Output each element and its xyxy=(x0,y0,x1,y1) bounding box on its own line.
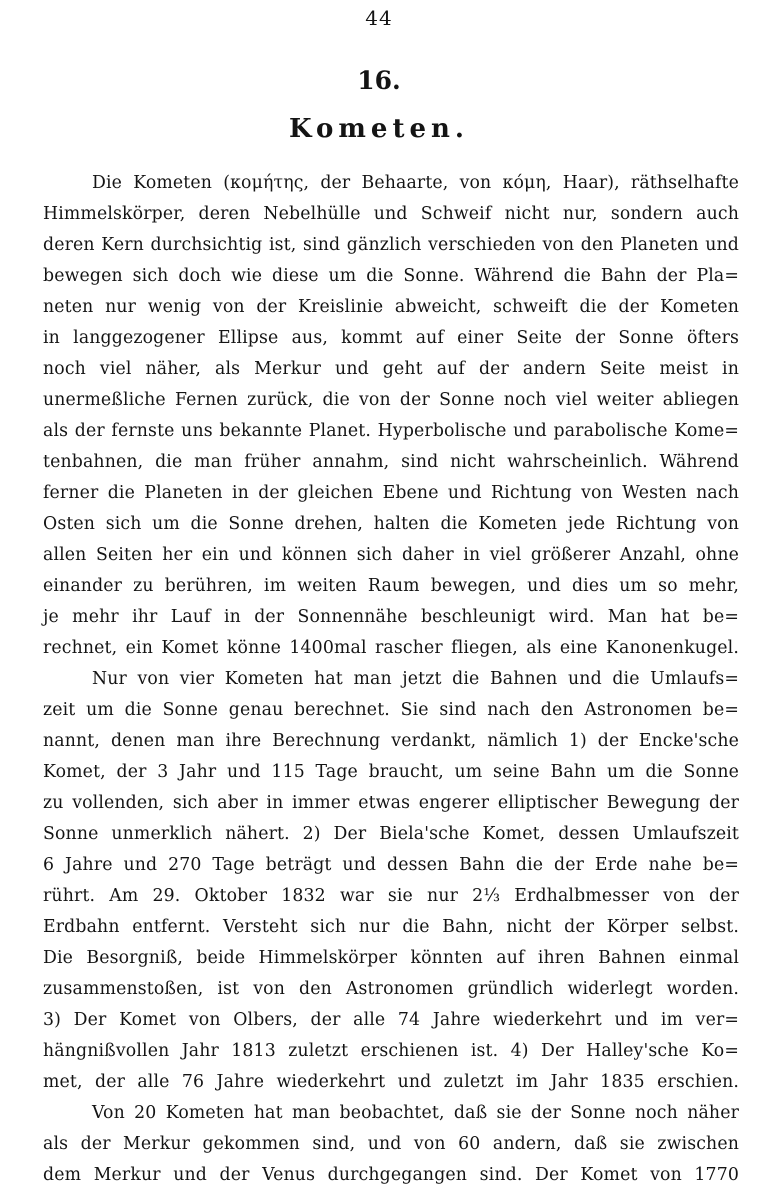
chapter-number: 16. xyxy=(357,66,401,95)
text-line: je mehr ihr Lauf in der Sonnennähe beschleunigt wird. Man hat be= xyxy=(43,607,739,627)
chapter-title: Kometen. xyxy=(289,114,469,144)
text-line: met, der alle 76 Jahre wiederkehrt und zuletzt im Jahr 1835 erschien. xyxy=(43,1072,739,1092)
text-line: Komet, der 3 Jahr und 115 Tage braucht, um seine Bahn um die Sonne xyxy=(43,762,739,782)
text-line: ferner die Planeten in der gleichen Ebene und Richtung von Westen nach xyxy=(43,483,739,503)
text-line: Osten sich um die Sonne drehen, halten die Kometen jede Richtung von xyxy=(43,514,739,534)
text-line: rührt. Am 29. Oktober 1832 war sie nur 2⅓ Erdhalbmesser von der xyxy=(43,886,739,906)
text-line: Nur von vier Kometen hat man jetzt die Bahnen und die Umlaufs= xyxy=(92,669,739,689)
text-line: neten nur wenig von der Kreislinie abweicht, schweift die der Kometen xyxy=(43,297,739,317)
text-line: unermeßliche Fernen zurück, die von der Sonne noch viel weiter abliegen xyxy=(43,390,739,410)
text-line: Himmelskörper, deren Nebelhülle und Schweif nicht nur, sondern auch xyxy=(43,204,739,224)
text-line: bewegen sich doch wie diese um die Sonne. Während die Bahn der Pla= xyxy=(43,266,739,286)
text-line: 3) Der Komet von Olbers, der alle 74 Jahre wiederkehrt und im ver= xyxy=(43,1010,739,1030)
text-line: noch viel näher, als Merkur und geht auf der andern Seite meist in xyxy=(43,359,739,379)
text-line: Erdbahn entfernt. Versteht sich nur die Bahn, nicht der Körper selbst. xyxy=(43,917,739,937)
text-line: nannt, denen man ihre Berechnung verdankt, nämlich 1) der Encke'sche xyxy=(43,731,739,751)
text-line: tenbahnen, die man früher annahm, sind nicht wahrscheinlich. Während xyxy=(43,452,739,472)
text-line: zu vollenden, sich aber in immer etwas engerer elliptischer Bewegung der xyxy=(43,793,739,813)
text-line: dem Merkur und der Venus durchgegangen sind. Der Komet von 1770 xyxy=(43,1165,739,1185)
text-line: Von 20 Kometen hat man beobachtet, daß sie der Sonne noch näher xyxy=(92,1103,739,1123)
text-line: Sonne unmerklich nähert. 2) Der Biela'sche Komet, dessen Umlaufszeit xyxy=(43,824,739,844)
text-line: deren Kern durchsichtig ist, sind gänzlich verschieden von den Planeten und xyxy=(43,235,739,255)
text-line: hängnißvollen Jahr 1813 zuletzt erschienen ist. 4) Der Halley'sche Ko= xyxy=(43,1041,739,1061)
page-number: 44 xyxy=(365,6,393,30)
text-line: einander zu berühren, im weiten Raum bewegen, und dies um so mehr, xyxy=(43,576,739,596)
text-line: zusammenstoßen, ist von den Astronomen gründlich widerlegt worden. xyxy=(43,979,739,999)
text-line: als der Merkur gekommen sind, und von 60 andern, daß sie zwischen xyxy=(43,1134,739,1154)
text-line: allen Seiten her ein und können sich daher in viel größerer Anzahl, ohne xyxy=(43,545,739,565)
text-line: Die Kometen (κομήτης, der Behaarte, von κόμη, Haar), räthselhafte xyxy=(92,173,739,193)
text-line: als der fernste uns bekannte Planet. Hyperbolische und parabolische Kome= xyxy=(43,421,739,441)
text-line: rechnet, ein Komet könne 1400mal rascher fliegen, als eine Kanonenkugel. xyxy=(43,638,739,658)
text-line: in langgezogener Ellipse aus, kommt auf einer Seite der Sonne öfters xyxy=(43,328,739,348)
text-line: Die Besorgniß, beide Himmelskörper könnten auf ihren Bahnen einmal xyxy=(43,948,739,968)
text-line: zeit um die Sonne genau berechnet. Sie sind nach den Astronomen be= xyxy=(43,700,739,720)
text-line: 6 Jahre und 270 Tage beträgt und dessen Bahn die der Erde nahe be= xyxy=(43,855,739,875)
